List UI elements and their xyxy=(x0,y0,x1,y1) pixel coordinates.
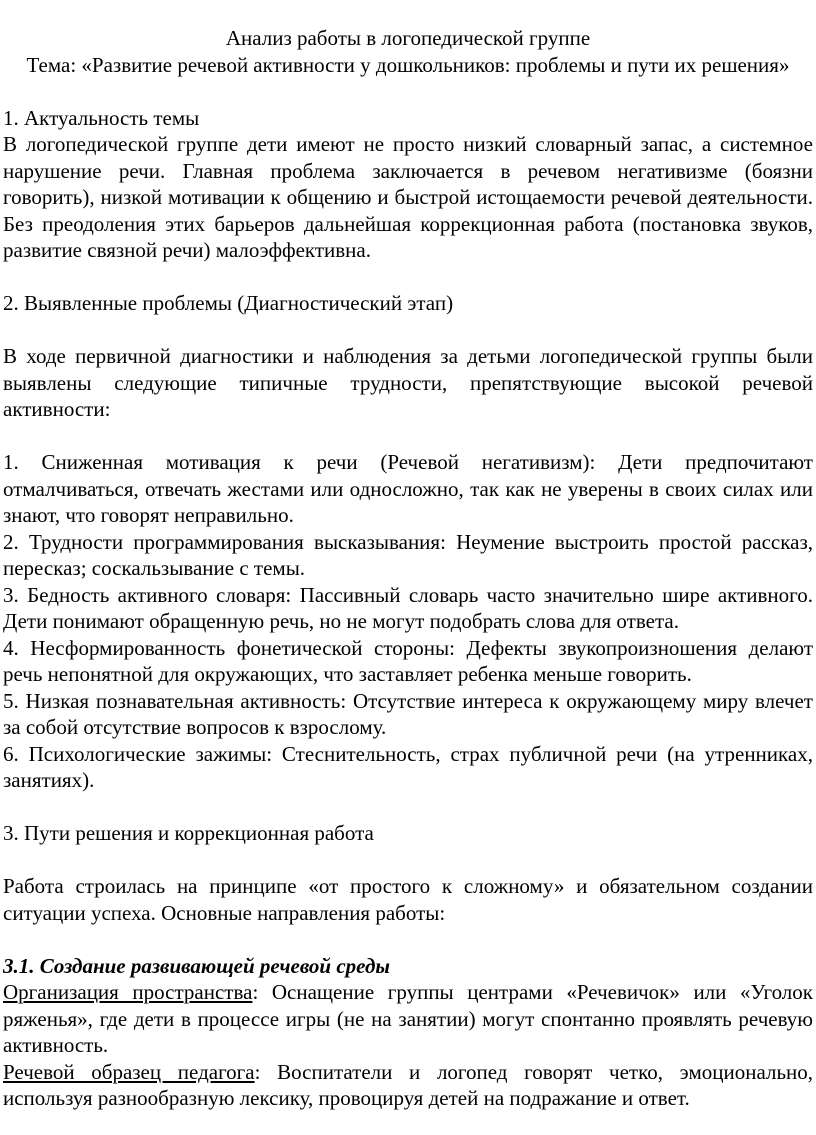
problem-item-6: 6. Психологические зажимы: Стеснительность, страх публичной речи (на утренниках, занятиях). xyxy=(3,741,813,792)
spacer xyxy=(3,847,813,874)
spacer xyxy=(3,78,813,105)
section-2-heading: 2. Выявленные проблемы (Диагностический этап) xyxy=(3,291,454,315)
item-1-text: : Оснащение группы центрами «Речевичок» или «Уголок ряженья», где дети в процессе игры (не на занятии) могут спонтанно проявлять речевую активность. xyxy=(3,980,813,1057)
section-2-intro: В ходе первичной диагностики и наблюдения за детьми логопедической группы были выявлены следующие типичные трудности, препятствующие высокой речевой активности: xyxy=(3,344,813,421)
spacer xyxy=(3,926,813,953)
document-title: Анализ работы в логопедической группе xyxy=(225,26,591,50)
section-3-heading: 3. Пути решения и коррекционная работа xyxy=(3,821,374,845)
problem-item-1: 1. Сниженная мотивация к речи (Речевой негативизм): Дети предпочитают отмалчиваться, отвечать жестами или односложно, так как не уверены в своих силах или знают, что говорят неправильно. xyxy=(3,450,813,527)
spacer xyxy=(3,317,813,344)
problem-item-2: 2. Трудности программирования высказывания: Неумение выстроить простой рассказ, пересказ; соскальзывание с темы. xyxy=(3,529,813,580)
subsection-3-1-heading: 3.1. Создание развивающей речевой среды xyxy=(3,953,390,978)
problem-item-5: 5. Низкая познавательная активность: Отсутствие интереса к окружающему миру влечет за собой отсутствие вопросов к взрослому. xyxy=(3,688,813,739)
spacer xyxy=(3,423,813,450)
document-topic: Тема: «Развитие речевой активности у дошкольников: проблемы и пути их решения» xyxy=(26,52,790,77)
subsection-3-1-item-1 xyxy=(3,979,813,1059)
section-3-intro: Работа строилась на принципе «от простого к сложному» и обязательном создании ситуации успеха. Основные направления работы: xyxy=(3,874,813,925)
problem-item-4: 4. Несформированность фонетической стороны: Дефекты звукопроизношения делают речь непонятной для окружающих, что заставляет ребенка меньше говорить. xyxy=(3,635,813,686)
item-2-label: Речевой образец педагога xyxy=(3,1059,255,1084)
section-1-paragraph: В логопедической группе дети имеют не просто низкий словарный запас, а системное нарушение речи. Главная проблема заключается в речевом негативизме (боязни говорить), низкой мотивации к общению и быстрой истощаемости речевой деятельности. Без преодоления этих барьеров дальнейшая коррекционная работа (постановка звуков, развитие связной речи) малоэффективна. xyxy=(3,132,813,262)
spacer xyxy=(3,264,813,291)
problem-item-3: 3. Бедность активного словаря: Пассивный словарь часто значительно шире активного. Дети понимают обращенную речь, но не могут подобрать слова для ответа. xyxy=(3,582,813,633)
subsection-3-1-item-2 xyxy=(3,1059,813,1112)
spacer xyxy=(3,794,813,821)
section-1-heading: 1. Актуальность темы xyxy=(3,105,200,130)
item-1-label: Организация пространства xyxy=(3,980,253,1004)
item-2-text: : Воспитатели и логопед говорят четко, эмоционально, используя разнообразную лексику, провоцируя детей на подражание и ответ. xyxy=(3,1059,814,1110)
